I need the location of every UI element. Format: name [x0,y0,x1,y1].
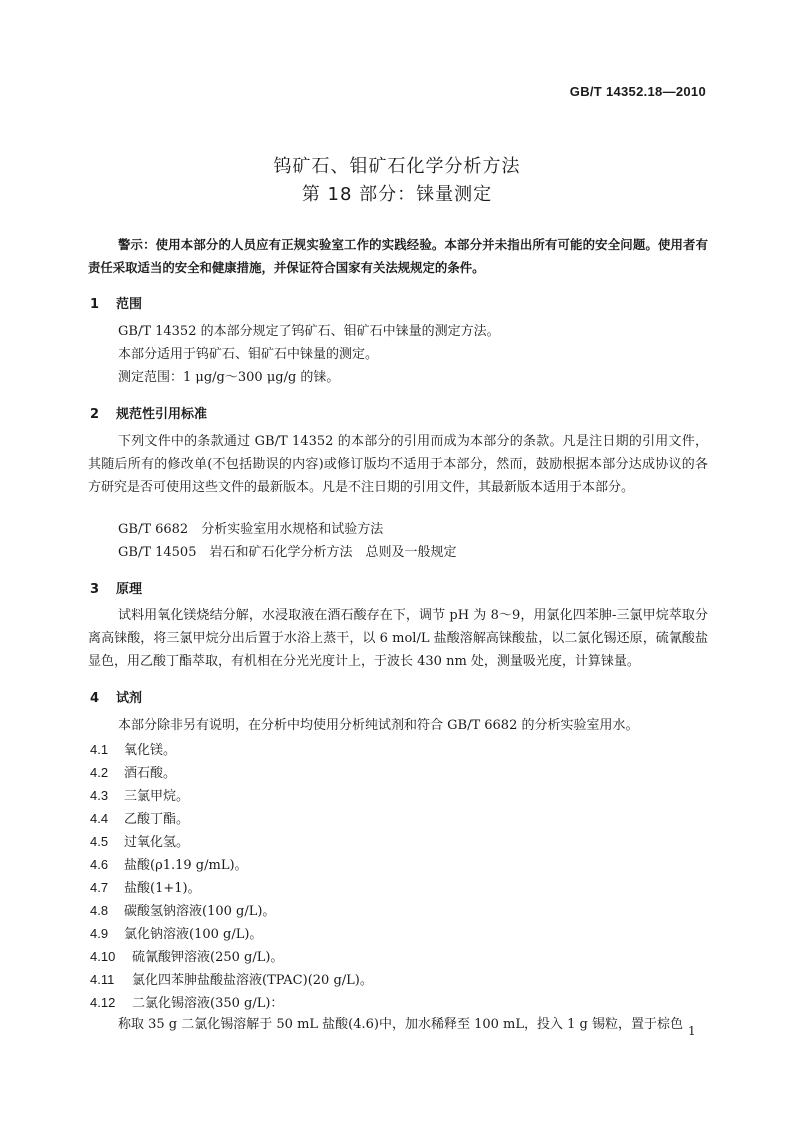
item-text: 过氧化氢。 [124,835,190,850]
reagent-item [90,992,283,1011]
item-text: 乙酸丁酯。 [124,812,190,827]
normative-references-paragraph: 下列文件中的条款通过 GB/T 14352 的本部分的引用而成为本部分的条款。凡是注日期的引用文件，其随后所有的修改单(不包括勘误的内容)或修订版均不适用于本部分，然而，鼓励根据本部分达成协议的各方研究是否可使用这些文件的最新版本。凡是不注日期的引用文件，其最新版本适用于本部分。 [88,434,708,495]
item-text: 酒石酸。 [124,766,177,781]
scope-line-2: 本部分适用于钨矿石、钼矿石中铼量的测定。 [118,347,379,362]
item-number: 4.8 [90,903,109,918]
document-subtitle: 第 18 部分：铼量测定 [301,184,493,205]
section-title: 规范性引用标准 [116,407,208,422]
page-number: 1 [688,1024,696,1038]
section-number: 1 [90,297,100,312]
standard-number: GB/T 14352.18—2010 [569,84,706,99]
section-title: 范围 [116,297,143,312]
item-number: 4.9 [90,926,109,941]
item-number: 4.11 [90,972,115,987]
section-title: 原理 [116,582,143,597]
principle-paragraph: 试料用氧化镁烧结分解，水浸取液在酒石酸存在下，调节 pH 为 8～9，用氯化四苯胂-三氯甲烷萃取分离高铼酸，将三氯甲烷分出后置于水浴上蒸干，以 6 mol/L 盐酸溶解高铼酸盐，以二氯化锡还原，硫氰酸盐显色，用乙酸丁酯萃取，有机相在分光光度计上，于波长 430 nm 处，测量吸光度，计算铼量。 [88,608,708,669]
section-4-heading [90,687,142,706]
reagent-item [90,946,283,965]
item-number: 4.6 [90,857,109,872]
item-number: 4.4 [90,811,109,826]
reagent-item [90,785,189,804]
scope-line-1: GB/T 14352 的本部分规定了钨矿石、钼矿石中铼量的测定方法。 [118,324,500,339]
item-number: 4.12 [90,995,116,1010]
item-text: 盐酸(1+1)。 [124,881,201,896]
item-number: 4.7 [90,880,109,895]
reagent-4-12-preparation: 称取 35 g 二氯化锡溶解于 50 mL 盐酸(4.6)中，加水稀释至 100 mL，投入 1 g 锡粒，置于棕色 [118,1017,684,1032]
item-text: 碳酸氢钠溶液(100 g/L)。 [124,904,276,919]
reagents-intro: 本部分除非另有说明，在分析中均使用分析纯试剂和符合 GB/T 6682 的分析实验室用水。 [118,718,639,733]
reagent-item [90,831,189,850]
reagent-item [90,854,248,873]
scope-line-3: 测定范围：1 μg/g～300 μg/g 的铼。 [118,370,340,385]
reference-gbt-14505: GB/T 14505 岩石和矿石化学分析方法 总则及一般规定 [118,545,457,560]
item-text: 硫氰酸钾溶液(250 g/L)。 [132,950,284,965]
item-number: 4.3 [90,788,109,803]
section-number: 2 [90,407,100,422]
item-text: 氯化钠溶液(100 g/L)。 [124,927,263,942]
reagent-item [90,900,275,919]
section-number: 3 [90,582,100,597]
reagent-item [90,762,176,781]
section-3-heading [90,578,142,597]
safety-warning: 警示：使用本部分的人员应有正规实验室工作的实践经验。本部分并未指出所有可能的安全问题。使用者有责任采取适当的安全和健康措施，并保证符合国家有关法规规定的条件。 [88,237,708,275]
item-number: 4.5 [90,834,109,849]
document-title: 钨矿石、钼矿石化学分析方法 [273,156,521,177]
section-2-heading [90,403,207,422]
section-1-heading [90,293,142,312]
reagent-item [90,969,373,988]
reagent-item [90,923,262,942]
item-number: 4.10 [90,949,116,964]
item-number: 4.1 [90,742,109,757]
item-number: 4.2 [90,765,109,780]
reagent-item [90,739,176,758]
item-text: 氧化镁。 [124,743,177,758]
item-text: 三氯甲烷。 [124,789,190,804]
reagent-item [90,808,189,827]
item-text: 氯化四苯胂盐酸盐溶液(TPAC)(20 g/L)。 [132,973,373,988]
section-number: 4 [90,691,100,706]
item-text: 二氯化锡溶液(350 g/L)： [132,996,284,1011]
reference-gbt-6682: GB/T 6682 分析实验室用水规格和试验方法 [118,522,384,537]
item-text: 盐酸(ρ1.19 g/mL)。 [124,858,248,873]
reagent-item [90,877,201,896]
section-title: 试剂 [116,691,143,706]
